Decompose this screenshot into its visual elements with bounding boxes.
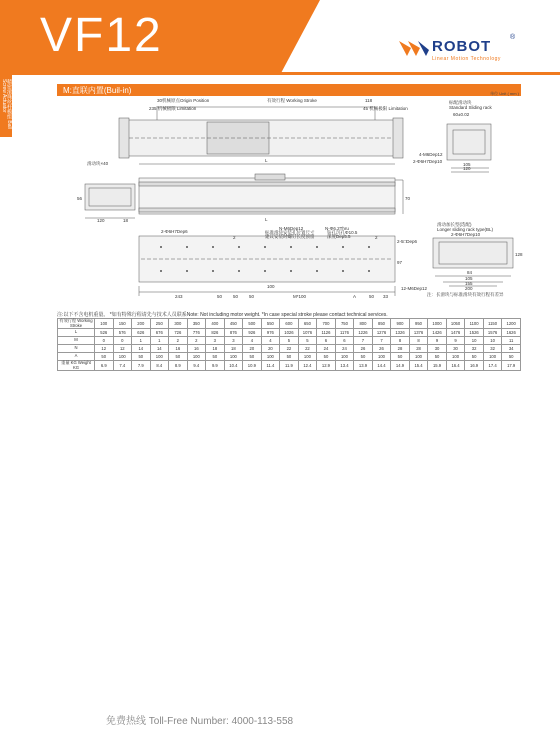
label-pitch: 滑动块×40	[87, 161, 109, 166]
table-cell: 6.9	[95, 361, 114, 371]
table-cell: 50	[465, 353, 484, 361]
table-cell: 32	[483, 345, 502, 353]
side-tab-label: 精密滚珠丝杆模组 Ball Screw Actuator	[1, 79, 12, 129]
label-100: 100	[267, 284, 275, 289]
table-cell: 50	[95, 353, 114, 361]
page-header	[0, 0, 560, 78]
table-cell: 15.9	[428, 361, 447, 371]
table-cell: 1126	[317, 329, 336, 337]
table-cell: 50	[169, 353, 188, 361]
table-cell: 1000	[428, 319, 447, 329]
table-cell: 626	[132, 329, 151, 337]
table-cell: 20	[243, 345, 262, 353]
table-cell: 13.4	[335, 361, 354, 371]
table-cell: 8	[409, 337, 428, 345]
table-cell: 8.9	[169, 361, 188, 371]
table-cell: 100	[187, 353, 206, 361]
logo-registered-mark: ®	[510, 34, 516, 41]
label-56: 56	[77, 196, 83, 201]
table-cell: 11.4	[261, 361, 280, 371]
table-cell: 50	[206, 353, 225, 361]
table-cell: 1376	[409, 329, 428, 337]
table-row	[58, 361, 521, 371]
table-cell: 450	[224, 319, 243, 329]
table-cell: 50	[428, 353, 447, 361]
table-cell: 7	[372, 337, 391, 345]
table-cell: 1226	[354, 329, 373, 337]
table-cell: 16.9	[465, 361, 484, 371]
table-cell: 876	[224, 329, 243, 337]
label-L2: L	[265, 217, 268, 222]
robot-logo-icon	[398, 38, 430, 60]
technical-drawing	[57, 96, 521, 314]
table-cell: 1426	[428, 329, 447, 337]
table-cell: 2	[187, 337, 206, 345]
table-cell: 30	[428, 345, 447, 353]
label-l200: 200	[465, 286, 473, 291]
row-header: A	[58, 353, 95, 361]
logo-tagline: Linear Motion Technology	[432, 56, 501, 62]
table-cell: 7.9	[132, 361, 151, 371]
table-cell: 200	[132, 319, 151, 329]
table-cell: 100	[113, 353, 132, 361]
table-cell: 100	[224, 353, 243, 361]
label-33: 33	[383, 294, 389, 299]
label-50a: 50	[217, 294, 223, 299]
table-cell: 4	[261, 337, 280, 345]
table-cell: 8.4	[150, 361, 169, 371]
table-cell: 4	[243, 337, 262, 345]
label-pin-left: 2-Φ6H7Dep6	[161, 229, 188, 234]
panel-title: M:直联内置(Buil-in)	[63, 86, 132, 95]
side-category-tab	[0, 75, 12, 137]
label-243: 243	[175, 294, 183, 299]
table-cell: 900	[391, 319, 410, 329]
table-cell: 22	[298, 345, 317, 353]
table-cell: 150	[113, 319, 132, 329]
table-cell: 26	[354, 345, 373, 353]
label-long-en: Longer sliding rack type(BL)	[437, 227, 494, 232]
spec-table	[57, 318, 521, 371]
table-cell: 28	[409, 345, 428, 353]
label-rack-cn: 标配滑动块	[449, 100, 472, 105]
table-cell: 10	[483, 337, 502, 345]
table-cell: 976	[261, 329, 280, 337]
table-cell: 16.4	[446, 361, 465, 371]
top-view-endcap-right	[393, 118, 403, 158]
table-cell: 750	[335, 319, 354, 329]
table-cell: 500	[243, 319, 262, 329]
label-origin: 30机械原点Origin Position	[157, 98, 210, 103]
table-cell: 22	[280, 345, 299, 353]
row-header: 有效行程 Working Stroke	[59, 318, 93, 328]
label-2a: 2	[233, 235, 236, 240]
table-cell: 9	[428, 337, 447, 345]
table-cell: 30	[446, 345, 465, 353]
table-cell: 5	[280, 337, 299, 345]
label-A: A	[353, 294, 357, 299]
table-cell: 16	[187, 345, 206, 353]
label-rack-dim: 60±0.02	[453, 112, 470, 117]
table-cell: 926	[243, 329, 262, 337]
label-50d: 50	[369, 294, 375, 299]
table-row	[58, 319, 521, 329]
table-cell: 50	[243, 353, 262, 361]
table-cell: 1050	[446, 319, 465, 329]
drawing-panel	[57, 84, 521, 314]
table-cell: 7	[354, 337, 373, 345]
table-cell: 3	[224, 337, 243, 345]
logo-wordmark: ROBOT	[432, 38, 492, 55]
table-cell: 32	[465, 345, 484, 353]
table-cell: 1150	[483, 319, 502, 329]
table-cell: 250	[150, 319, 169, 329]
table-cell: 16	[169, 345, 188, 353]
table-cell: 726	[169, 329, 188, 337]
table-cell: 1076	[298, 329, 317, 337]
end-view-long	[433, 238, 513, 268]
model-title: VF12	[40, 9, 163, 62]
table-cell: 50	[132, 353, 151, 361]
table-cell: 9.9	[206, 361, 225, 371]
table-cell: 350	[187, 319, 206, 329]
table-cell: 1200	[502, 319, 521, 329]
table-cell: 28	[391, 345, 410, 353]
table-cell: 1526	[465, 329, 484, 337]
table-cell: 24	[317, 345, 336, 353]
label-50b: 50	[233, 294, 239, 299]
table-cell: 100	[298, 353, 317, 361]
label-mx100: M*100	[293, 294, 307, 299]
table-cell: 10	[465, 337, 484, 345]
table-cell: 576	[113, 329, 132, 337]
table-cell: 20	[261, 345, 280, 353]
table-cell: 34	[502, 345, 521, 353]
label-120b: 120	[97, 218, 105, 223]
label-stroke: 有效行程 Working Stroke	[267, 98, 317, 103]
label-l-note: 注：长滑块与标准滑块有效行程有差异	[427, 292, 504, 297]
table-cell: 1100	[465, 319, 484, 329]
table-cell: 7.4	[113, 361, 132, 371]
table-cell: 18	[224, 345, 243, 353]
table-cell: 100	[95, 319, 114, 329]
label-n-note2: 建议安装时螺钉长度预留	[265, 234, 315, 239]
table-cell: 17.4	[483, 361, 502, 371]
table-cell: 12	[113, 345, 132, 353]
label-hole2: 2-Φ6H7Dep10	[413, 159, 443, 164]
table-cell: 11	[502, 337, 521, 345]
header-rule	[0, 72, 560, 75]
table-cell: 9.4	[187, 361, 206, 371]
table-row	[58, 337, 521, 345]
label-long-pin: 2-Φ6H7Dep10	[451, 232, 481, 237]
label-long-cn: 滑动加长型(选配)	[437, 222, 472, 227]
label-n-note1: 标准滑块安装孔位置尺寸	[265, 230, 315, 235]
table-cell: 11.9	[280, 361, 299, 371]
label-105: 105	[463, 162, 471, 167]
table-cell: 650	[298, 319, 317, 329]
end-view-standard	[447, 124, 491, 160]
top-view-endcap-left	[119, 118, 129, 158]
table-row	[58, 353, 521, 361]
table-cell: 0	[95, 337, 114, 345]
table-row	[58, 329, 521, 337]
table-cell: 1	[132, 337, 151, 345]
label-limit-left: 235 机械极限 Limitation	[149, 106, 197, 111]
table-cell: 24	[335, 345, 354, 353]
table-row	[58, 345, 521, 353]
table-cell: 1	[150, 337, 169, 345]
table-cell: 12.9	[317, 361, 336, 371]
label-long-hole: 12-M6Dep12	[401, 286, 428, 291]
table-cell: 12.4	[298, 361, 317, 371]
label-70: 70	[405, 196, 411, 201]
label-n-holes: N-M6Dep12	[279, 226, 304, 231]
panel-title-bar	[57, 84, 521, 96]
table-cell: 776	[187, 329, 206, 337]
table-cell: 100	[446, 353, 465, 361]
label-18: 18	[123, 218, 129, 223]
table-cell: 1326	[391, 329, 410, 337]
table-cell: 9	[446, 337, 465, 345]
table-cell: 15.4	[409, 361, 428, 371]
table-cell: 2	[169, 337, 188, 345]
table-cell: 14	[132, 345, 151, 353]
label-l128: 128	[515, 252, 523, 257]
label-n-pin2: 钻孔沉孔Φ10.5	[327, 230, 358, 235]
label-l105: 105	[465, 276, 473, 281]
table-cell: 1276	[372, 329, 391, 337]
label-limit-right: 45 机械极限 Limitation	[363, 106, 408, 111]
table-cell: 50	[391, 353, 410, 361]
row-header: N	[58, 345, 95, 353]
table-cell: 676	[150, 329, 169, 337]
table-cell: 100	[409, 353, 428, 361]
table-cell: 1476	[446, 329, 465, 337]
table-cell: 6	[317, 337, 336, 345]
label-L: L	[265, 158, 268, 163]
table-cell: 13.9	[354, 361, 373, 371]
table-note: 注:以下不含电机重量。 *如有特殊行程请先与技术人员联系Note: Not including motor weight. *In case special stroke please contact technical services.	[57, 312, 388, 318]
table-cell: 8	[391, 337, 410, 345]
table-cell: 5	[298, 337, 317, 345]
table-cell: 50	[354, 353, 373, 361]
label-pin-right: 2-5□Dep6	[397, 239, 417, 244]
table-cell: 50	[502, 353, 521, 361]
table-cell: 300	[169, 319, 188, 329]
label-118: 118	[365, 98, 373, 103]
table-cell: 850	[372, 319, 391, 329]
label-n-pin: N-Φ6.2Thru	[325, 226, 349, 231]
label-rack-en: Standard Sliding rack	[449, 105, 492, 110]
row-header: L	[58, 329, 95, 337]
table-cell: 10.9	[243, 361, 262, 371]
table-cell: 50	[317, 353, 336, 361]
table-cell: 826	[206, 329, 225, 337]
table-cell: 1626	[502, 329, 521, 337]
table-cell: 100	[150, 353, 169, 361]
label-120: 120	[463, 166, 471, 171]
label-n-pin3: 深度Dep5.5	[327, 234, 351, 239]
table-cell: 800	[354, 319, 373, 329]
table-cell: 100	[261, 353, 280, 361]
table-cell: 950	[409, 319, 428, 329]
row-header: 重量 KG Weight KG	[58, 361, 95, 371]
table-cell: 12	[95, 345, 114, 353]
table-cell: 26	[372, 345, 391, 353]
label-hole1: 4-M6Dep12	[419, 152, 443, 157]
table-cell: 0	[113, 337, 132, 345]
table-cell: 700	[317, 319, 336, 329]
row-header: M	[58, 337, 95, 345]
table-cell: 100	[335, 353, 354, 361]
table-cell: 3	[206, 337, 225, 345]
table-cell: 100	[483, 353, 502, 361]
label-97: 97	[397, 260, 403, 265]
label-l84: 84	[467, 270, 473, 275]
brand-logo	[398, 36, 538, 70]
table-cell: 14.9	[391, 361, 410, 371]
table-cell: 18	[206, 345, 225, 353]
table-cell: 14.4	[372, 361, 391, 371]
table-cell: 400	[206, 319, 225, 329]
table-cell: 526	[95, 329, 114, 337]
unit-label: 单位 Unit ( mm )	[490, 91, 519, 96]
table-cell: 1576	[483, 329, 502, 337]
table-cell: 600	[280, 319, 299, 329]
table-cell: 6	[335, 337, 354, 345]
table-cell: 550	[261, 319, 280, 329]
table-cell: 1026	[280, 329, 299, 337]
table-cell: 100	[372, 353, 391, 361]
table-cell: 50	[280, 353, 299, 361]
table-cell: 14	[150, 345, 169, 353]
table-cell: 1176	[335, 329, 354, 337]
label-l155: 155	[465, 281, 473, 286]
toll-free-number: 免费热线 Toll-Free Number: 4000-113-558	[106, 716, 294, 727]
label-50c: 50	[249, 294, 255, 299]
table-cell: 17.9	[502, 361, 521, 371]
table-cell: 10.4	[224, 361, 243, 371]
label-2b: 2	[375, 235, 378, 240]
